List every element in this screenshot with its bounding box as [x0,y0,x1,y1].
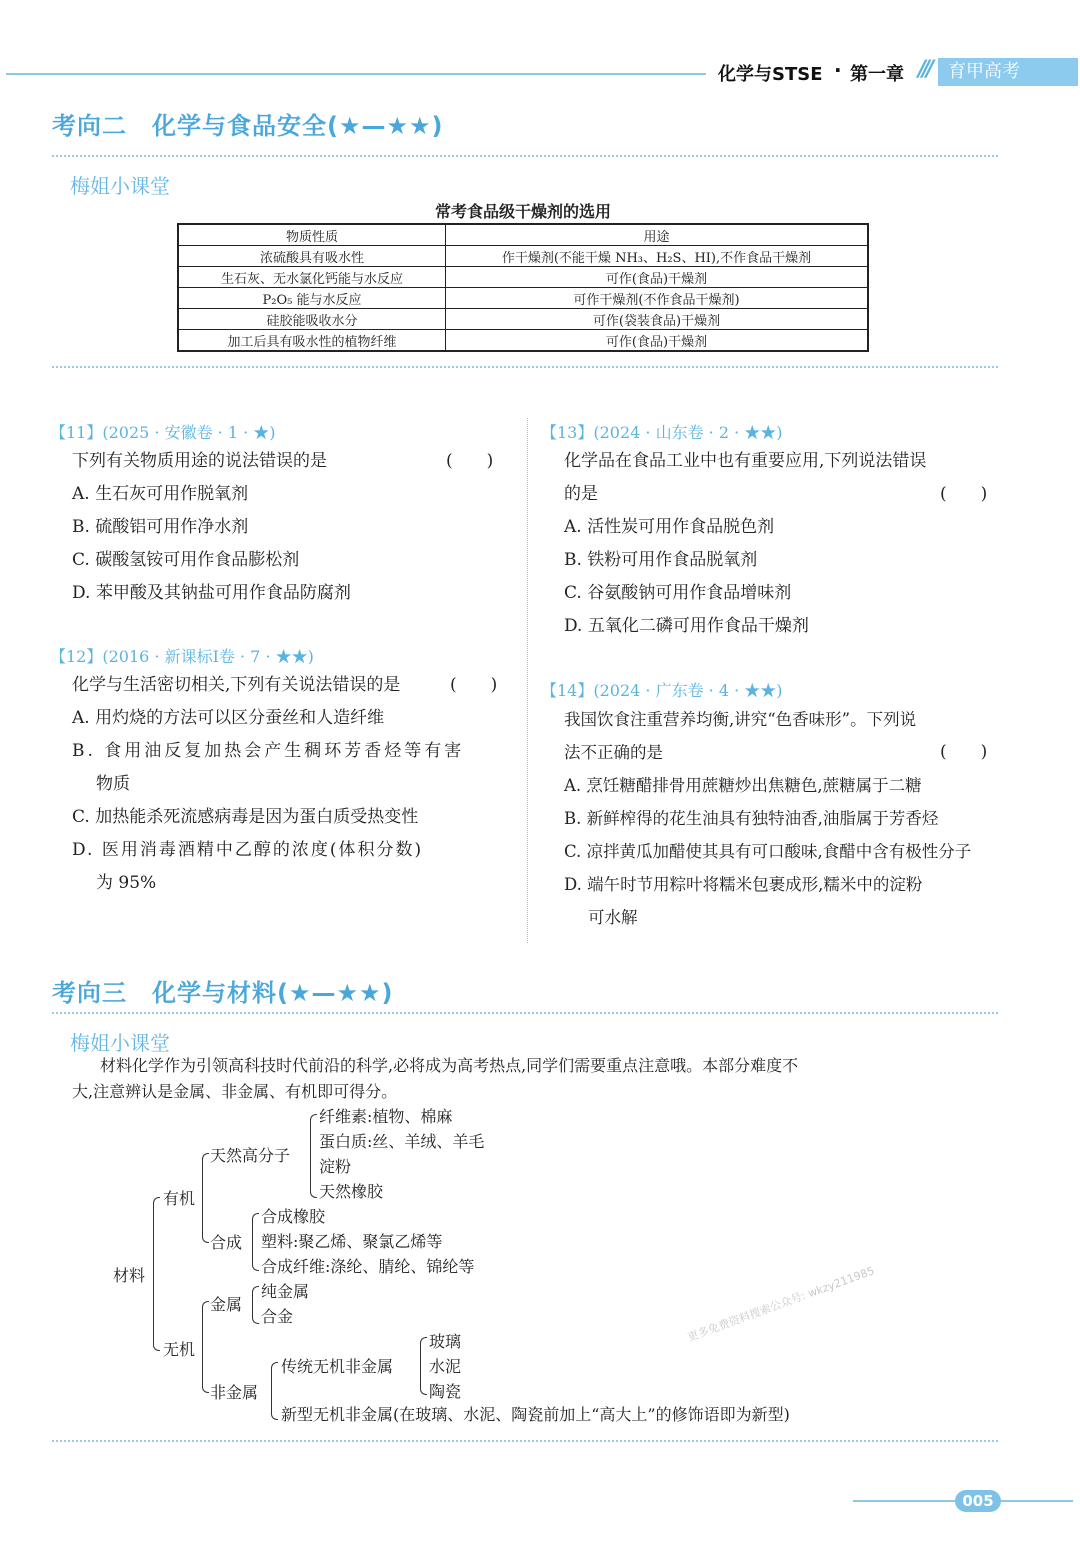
table-row [178,288,868,309]
table-cell: 可作(食品)干燥剂 [446,267,869,288]
section3-dotted-rule [52,1012,998,1014]
q12-option[interactable]: B. 食用油反复加热会产生稠环芳香烃等有害 [72,741,465,761]
section2-classroom: 梅姐小课堂 [70,174,170,198]
q12-option[interactable]: C. 加热能杀死流感病毒是因为蛋白质受热变性 [72,807,419,827]
column-divider [527,418,528,943]
section3-classroom: 梅姐小课堂 [70,1031,170,1055]
tree-brace [420,1337,427,1395]
q12-option-cont: 为 95% [96,873,157,893]
header-slash-decoration: /// [918,57,931,82]
q14-head: 【14】(2024 · 广东卷 · 4 · ★★) [541,681,783,700]
tree-item: 纯金属 [261,1282,310,1301]
table-row [178,267,868,288]
tree-item: 塑料:聚乙烯、聚氯乙烯等 [261,1232,443,1251]
tree-item: 蛋白质:丝、羊绒、羊毛 [319,1132,485,1151]
tree-brace [153,1197,160,1351]
table-header-usage: 用途 [446,224,869,246]
q14-block [564,703,1004,934]
tree-brace [271,1362,278,1420]
table-cell: 可作(袋装食品)干燥剂 [446,309,869,330]
table-cell: 可作干燥剂(不作食品干燥剂) [446,288,869,309]
q13-block [564,445,1004,643]
desiccant-table [177,223,869,352]
q12-option[interactable]: D. 医用消毒酒精中乙醇的浓度(体积分数) [72,840,424,860]
table-row [178,309,868,330]
header-rule [6,73,706,75]
q14-option-cont: 可水解 [588,908,638,927]
q11-option[interactable]: B. 硫酸铝可用作净水剂 [72,517,249,537]
q14-answer-paren[interactable]: ( ) [940,742,988,762]
tree-inorganic: 无机 [163,1340,196,1359]
watermark: 更多免费资料搜索公众号: wkzy211985 [685,1264,877,1345]
section3-intro-line2: 大,注意辨认是金属、非金属、有机即可得分。 [72,1082,398,1101]
section2-dotted-rule [52,155,998,157]
q13-option[interactable]: C. 谷氨酸钠可用作食品增味剂 [564,583,792,603]
tree-traditional: 传统无机非金属 [281,1357,394,1376]
q12-stem: 化学与生活密切相关,下列有关说法错误的是 [72,675,401,695]
section3-intro-line1: 材料化学作为引领高科技时代前沿的科学,必将成为高考热点,同学们需要重点注意哦。本部分难度不 [100,1056,799,1075]
q13-option[interactable]: D. 五氧化二磷可用作食品干燥剂 [564,616,809,636]
q12-option[interactable]: A. 用灼烧的方法可以区分蚕丝和人造纤维 [72,708,385,728]
table-row [178,246,868,267]
table-cell: 加工后具有吸水性的植物纤维 [178,330,446,352]
tree-brace [252,1286,259,1324]
tree-item: 水泥 [429,1357,462,1376]
q11-option[interactable]: C. 碳酸氢铵可用作食品膨松剂 [72,550,300,570]
tree-item: 合成纤维:涤纶、腈纶、锦纶等 [261,1257,475,1276]
q11-option[interactable]: A. 生石灰可用作脱氧剂 [72,484,249,504]
tree-nonmetal: 非金属 [210,1383,259,1402]
q11-head: 【11】(2025 · 安徽卷 · 1 · ★) [50,423,276,442]
q14-option[interactable]: D. 端午时节用粽叶将糯米包裹成形,糯米中的淀粉 [564,875,923,894]
tree-item: 玻璃 [429,1332,462,1351]
tree-item: 合金 [261,1307,294,1326]
tree-organic: 有机 [163,1189,196,1208]
q14-stem: 我国饮食注重营养均衡,讲究“色香味形”。下列说 [564,710,917,729]
tree-new-type: 新型无机非金属(在玻璃、水泥、陶瓷前加上“高大上”的修饰语即为新型) [281,1405,790,1424]
table-cell: P₂O₅ 能与水反应 [178,288,446,309]
section3-title: 考向三 化学与材料(★—★★) [52,979,394,1007]
q13-option[interactable]: A. 活性炭可用作食品脱色剂 [564,517,775,537]
header-dot: · [834,58,842,82]
tree-brace [202,1153,209,1243]
tree-brace [202,1301,209,1393]
q13-stem: 化学品在食品工业中也有重要应用,下列说法错误 [564,451,927,471]
tree-item: 陶瓷 [429,1382,462,1401]
tree-item: 天然橡胶 [319,1182,384,1201]
table-cell: 作干燥剂(不能干燥 NH₃、H₂S、HI),不作食品干燥剂 [446,246,869,267]
q12-answer-paren[interactable]: ( ) [450,675,498,695]
q11-block [72,445,510,610]
table-cell: 浓硫酸具有吸水性 [178,246,446,267]
q11-stem: 下列有关物质用途的说法错误的是 [72,451,327,471]
q14-option[interactable]: C. 凉拌黄瓜加醋使其具有可口酸味,食醋中含有极性分子 [564,842,972,861]
q14-option[interactable]: A. 烹饪糖醋排骨用蔗糖炒出焦糖色,蔗糖属于二糖 [564,776,922,795]
tree-item: 淀粉 [319,1157,352,1176]
header-brand: 育甲高考 [938,58,1078,86]
table-caption: 常考食品级干燥剂的选用 [434,202,611,221]
q13-option[interactable]: B. 铁粉可用作食品脱氧剂 [564,550,758,570]
tree-item: 合成橡胶 [261,1207,326,1226]
tree-item: 纤维素:植物、棉麻 [319,1107,453,1126]
q13-stem-cont: 的是 [564,484,598,504]
q13-answer-paren[interactable]: ( ) [940,484,988,504]
page-number: 005 [955,1490,1001,1512]
header-chapter: 第一章 [850,64,904,85]
table-cell: 生石灰、无水氯化钙能与水反应 [178,267,446,288]
table-cell: 可作(食品)干燥剂 [446,330,869,352]
tree-brace [252,1213,259,1271]
q13-head: 【13】(2024 · 山东卷 · 2 · ★★) [541,423,783,442]
section2-title: 考向二 化学与食品安全(★—★★) [52,112,444,140]
q11-answer-paren[interactable]: ( ) [446,451,494,471]
q11-option[interactable]: D. 苯甲酸及其钠盐可用作食品防腐剂 [72,583,351,603]
q12-block [72,669,510,900]
header-subject: 化学与STSE [718,64,823,85]
q12-option-cont: 物质 [96,774,130,794]
table-dotted-rule [52,366,998,368]
table-header-row [178,224,868,246]
tree-natural-polymer: 天然高分子 [210,1146,291,1165]
q14-option[interactable]: B. 新鲜榨得的花生油具有独特油香,油脂属于芳香烃 [564,809,939,828]
tree-synthetic: 合成 [210,1233,243,1252]
tree-root-materials: 材料 [113,1266,146,1285]
table-header-property: 物质性质 [178,224,446,246]
table-row [178,330,868,352]
q14-stem-cont: 法不正确的是 [564,743,663,762]
tree-brace [310,1114,317,1198]
bottom-dotted-rule [52,1440,998,1442]
table-cell: 硅胶能吸收水分 [178,309,446,330]
tree-metal: 金属 [210,1295,243,1314]
q12-head: 【12】(2016 · 新课标Ⅰ卷 · 7 · ★★) [50,647,314,666]
